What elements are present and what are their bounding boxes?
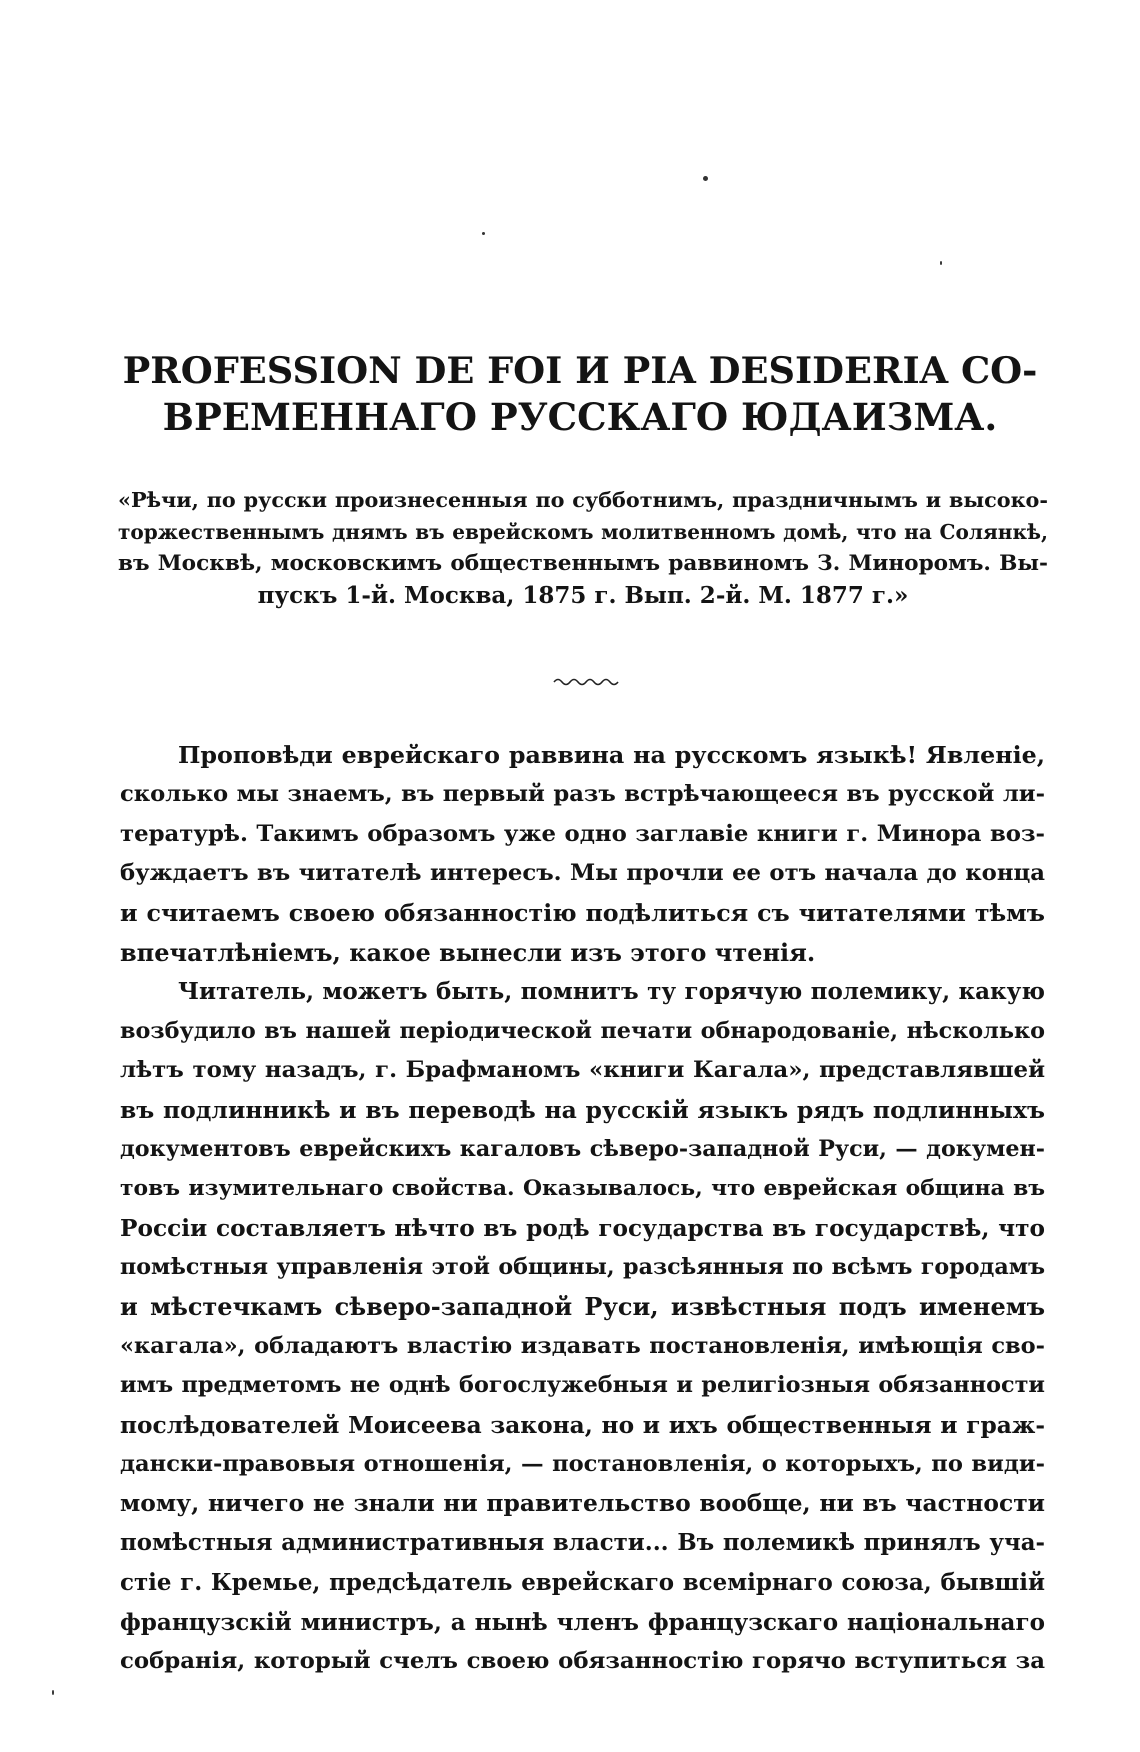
article-title-line: ВРЕМЕННАГО РУССКАГО ЮДАИЗМА. bbox=[162, 395, 998, 439]
text-line: «кагала», обладаютъ властію издавать постановленія, имѣющія сво- bbox=[120, 1332, 1045, 1359]
text-line: и считаемъ своею обязанностію подѣлиться съ читателями тѣмъ bbox=[120, 898, 1045, 927]
text-line: документовъ еврейскихъ кагаловъ сѣверо-западной Руси, — докумен- bbox=[120, 1135, 1045, 1162]
text-line: лѣтъ тому назадъ, г. Брафманомъ «книги Кагала», представлявшей bbox=[120, 1057, 1045, 1084]
text-line: мому, ничего не знали ни правительство вообще, ни въ частности bbox=[120, 1489, 1045, 1518]
text-line: возбудило въ нашей періодической печати обнародованіе, нѣсколько bbox=[120, 1017, 1045, 1044]
text-line: буждаетъ въ читателѣ интересъ. Мы прочли ее отъ начала до конца bbox=[120, 860, 1045, 887]
epigraph bbox=[118, 484, 1048, 612]
paragraph-1 bbox=[120, 736, 1045, 972]
scan-speck bbox=[703, 176, 708, 181]
paragraph-2 bbox=[120, 972, 1045, 1681]
article-body bbox=[120, 736, 1045, 1681]
text-line: впечатлѣніемъ, какое вынесли изъ этого чтенія. bbox=[120, 937, 816, 967]
article-title-line: PROFESSION DE FOI И PIA DESIDERIA СО- bbox=[122, 349, 1038, 392]
text-line: сколько мы знаемъ, въ первый разъ встрѣчающееся въ русской ли- bbox=[120, 781, 1045, 808]
text-line: помѣстныя административныя власти... Въ полемикѣ принялъ уча- bbox=[120, 1529, 1045, 1556]
text-line: собранія, который счелъ своею обязанностію горячо вступиться за bbox=[120, 1647, 1045, 1674]
text-line: французскій министръ, а нынѣ членъ французскаго національнаго bbox=[120, 1608, 1045, 1636]
text-line: въ подлинникѣ и въ переводѣ на русскій языкъ рядъ подлинныхъ bbox=[120, 1095, 1045, 1124]
scan-speck bbox=[940, 261, 942, 265]
text-line: дански-правовыя отношенія, — постановленія, о которыхъ, по види- bbox=[120, 1451, 1045, 1478]
text-line: помѣстныя управленія этой общины, разсѣянныя по всѣмъ городамъ bbox=[120, 1254, 1045, 1281]
text-line: и мѣстечкамъ сѣверо-западной Руси, извѣстныя подъ именемъ bbox=[120, 1292, 1045, 1322]
text-line: тературѣ. Такимъ образомъ уже одно заглавіе книги г. Минора воз- bbox=[120, 820, 1045, 847]
text-line: Читатель, можетъ быть, помнитъ ту горячую полемику, какую bbox=[178, 978, 1045, 1006]
epigraph-line: пускъ 1-й. Москва, 1875 г. Вып. 2-й. М. 1877 г.» bbox=[257, 582, 909, 609]
text-line: стіе г. Кремье, предсѣдатель еврейскаго всемірнаго союза, бывшій bbox=[120, 1569, 1045, 1597]
article-title bbox=[120, 348, 1040, 440]
scan-speck bbox=[52, 1690, 54, 1695]
epigraph-line: торжественнымъ днямъ въ еврейскомъ молитвенномъ домѣ, что на Солянкѣ, bbox=[118, 520, 1048, 544]
epigraph-line: «Рѣчи, по русски произнесенныя по субботнимъ, праздничнымъ и высоко- bbox=[118, 488, 1048, 512]
scan-speck bbox=[482, 232, 485, 235]
epigraph-line: въ Москвѣ, московскимъ общественнымъ раввиномъ З. Миноромъ. Вы- bbox=[118, 551, 1048, 576]
text-line: товъ изумительнаго свойства. Оказывалось, что еврейская община въ bbox=[120, 1175, 1045, 1202]
text-line: Проповѣди еврейскаго раввина на русскомъ языкѣ! Явленіе, bbox=[178, 741, 1045, 769]
wavy-rule-ornament bbox=[552, 674, 622, 688]
text-line: Россіи составляетъ нѣчто въ родѣ государства въ государствѣ, что bbox=[120, 1214, 1045, 1242]
text-line: имъ предметомъ не однѣ богослужебныя и религіозныя обязанности bbox=[120, 1372, 1045, 1399]
text-line: послѣдователей Моисеева закона, но и ихъ общественныя и граж- bbox=[120, 1411, 1045, 1439]
